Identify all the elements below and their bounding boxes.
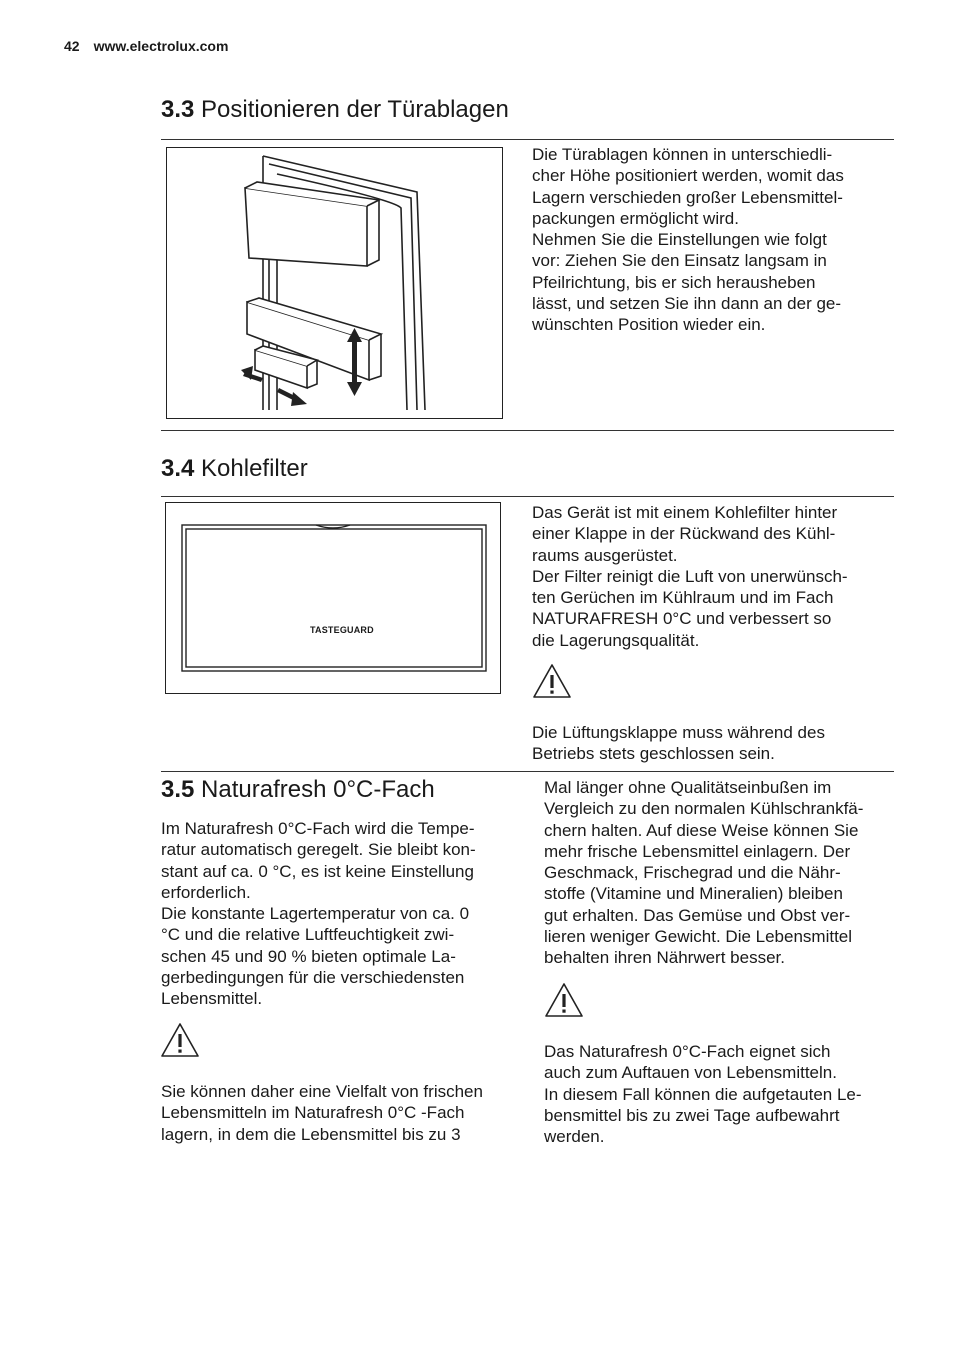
- section-3-4-warning-text: Die Lüftungsklappe muss während des Betriebs stets geschlossen sein.: [532, 723, 825, 764]
- section-rule: [161, 771, 894, 772]
- section-number: 3.4: [161, 455, 195, 482]
- section-title: Kohlefilter: [201, 455, 308, 482]
- section-title: Positionieren der Türablagen: [201, 96, 509, 123]
- site-url: www.electrolux.com: [93, 38, 229, 54]
- section-3-3-heading: [161, 96, 509, 124]
- door-shelf-illustration: [166, 147, 503, 419]
- section-number: 3.5: [161, 776, 195, 803]
- warning-triangle-icon: [160, 1022, 200, 1058]
- section-3-4-heading: [161, 455, 308, 483]
- section-title: Naturafresh 0°C-Fach: [201, 776, 435, 803]
- section-number: 3.3: [161, 96, 195, 123]
- section-3-5-right-text: Mal länger ohne Qualitätseinbußen im Vergleich zu den normalen Kühlschrankfä- chern halten. Auf diese Weise können Sie mehr frische Lebensmittel einlagern. Der Geschmack, Frischegrad und die Nähr- stoffe (Vitamine und Mineralien) bleiben gut erhalten. Das Gemüse und Obst ver- lieren weniger Gewicht. Die Lebensmittel behalten ihren Nährwert besser.: [544, 778, 864, 968]
- page-header: [64, 38, 228, 54]
- carbon-filter-illustration: [165, 502, 501, 694]
- section-3-5-left-warning-text: Sie können daher eine Vielfalt von frischen Lebensmitteln im Naturafresh 0°C -Fach lagern, in dem die Lebensmittel bis zu 3: [161, 1082, 483, 1144]
- carbon-filter-drawing: [166, 503, 500, 693]
- page-number: 42: [64, 38, 80, 54]
- door-shelf-drawing: [167, 148, 502, 418]
- section-rule: [161, 430, 894, 431]
- section-rule: [161, 139, 894, 140]
- section-3-5-heading: [161, 776, 435, 804]
- warning-triangle-icon: [544, 982, 584, 1018]
- section-3-3-text: Die Türablagen können in unterschiedli- cher Höhe positioniert werden, womit das Lagern verschieden großer Lebensmittel- packungen ermöglicht wird. Nehmen Sie die Einstellungen wie folgt vor: Ziehen Sie den Einsatz langsam in Pfeilrichtung, bis er sich herausheben lässt, und setzen Sie ihn dann an der ge- wünschten Position wieder ein.: [532, 145, 844, 335]
- section-3-5-right-warning-text: Das Naturafresh 0°C-Fach eignet sich auch zum Auftauen von Lebensmitteln. In diesem Fall können die aufgetauten Le- bensmittel bis zu zwei Tage aufbewahrt werden.: [544, 1042, 862, 1147]
- filter-label: TASTEGUARD: [310, 625, 374, 635]
- section-3-5-left-text: Im Naturafresh 0°C-Fach wird die Tempe- ratur automatisch geregelt. Sie bleibt kon- stant auf ca. 0 °C, es ist keine Einstellung erforderlich. Die konstante Lagertemperatur von ca. 0 °C und die relative Luftfeuchtigkeit zwi- schen 45 und 90 % bieten optimale La- gerbedingungen für die verschiedensten Lebensmittel.: [161, 819, 476, 1009]
- section-3-4-text: Das Gerät ist mit einem Kohlefilter hinter einer Klappe in der Rückwand des Kühl- raums ausgerüstet. Der Filter reinigt die Luft von unerwünsch- ten Gerüchen im Kühlraum und im Fach NATURAFRESH 0°C und verbessert so die Lagerungsqualität.: [532, 503, 848, 650]
- section-rule: [161, 496, 894, 497]
- warning-triangle-icon: [532, 663, 572, 699]
